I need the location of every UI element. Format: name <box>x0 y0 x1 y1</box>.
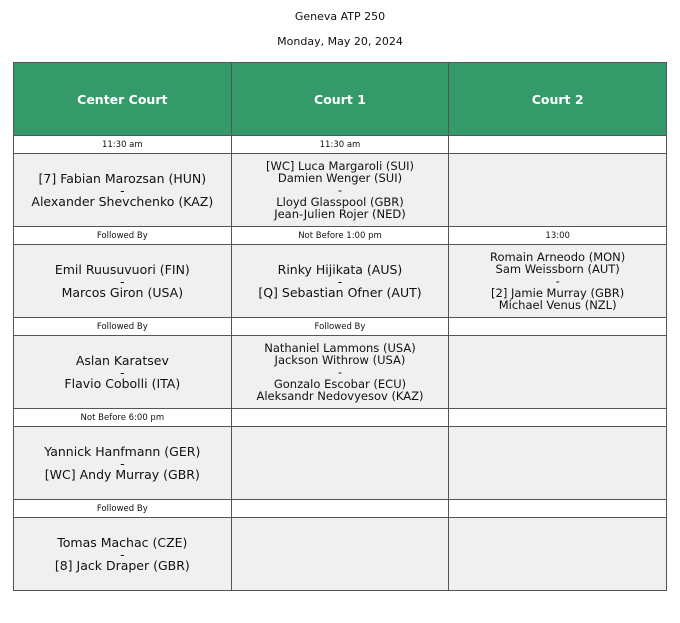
empty-match-cell <box>231 427 449 500</box>
time-row <box>14 409 667 427</box>
team1-player: Jackson Withrow (USA) <box>274 352 406 367</box>
singles-match-cell <box>14 245 232 318</box>
match-row <box>14 245 667 318</box>
team2-player: [2] Jamie Murray (GBR) <box>491 286 625 300</box>
court-header-court-1: Court 1 <box>231 63 449 136</box>
start-time-cell: 11:30 am <box>231 136 449 154</box>
team1-player: Sam Weissborn (AUT) <box>495 261 620 276</box>
doubles-match-cell <box>231 336 449 409</box>
singles-match-cell <box>14 518 232 591</box>
start-time-cell <box>231 409 449 427</box>
match-row <box>14 518 667 591</box>
team1-player: Romain Arneodo (MON) <box>490 249 626 264</box>
player-two: [Q] Sebastian Ofner (AUT) <box>258 284 422 300</box>
singles-match-cell <box>14 154 232 227</box>
start-time-cell: 11:30 am <box>14 136 232 154</box>
court-header-center-court: Center Court <box>14 63 232 136</box>
team2-player: Aleksandr Nedovyesov (KAZ) <box>256 389 424 404</box>
empty-match-cell <box>231 518 449 591</box>
versus-separator: - <box>120 455 125 471</box>
court-header-court-2: Court 2 <box>449 63 667 136</box>
empty-match-cell <box>449 336 667 409</box>
start-time-cell: Followed By <box>14 318 232 336</box>
start-time-cell <box>231 500 449 518</box>
start-time-cell <box>449 318 667 336</box>
player-two: Alexander Shevchenko (KAZ) <box>31 193 214 209</box>
player-two: Marcos Giron (USA) <box>61 284 184 300</box>
tournament-title: Geneva ATP 250 <box>294 10 386 23</box>
team2-player: Jean-Julien Rojer (NED) <box>274 207 406 222</box>
time-row <box>14 500 667 518</box>
player-one: Aslan Karatsev <box>75 353 169 368</box>
versus-separator: - <box>337 183 343 197</box>
start-time-cell: Not Before 6:00 pm <box>14 409 232 427</box>
start-time-cell: Followed By <box>231 318 449 336</box>
schedule-date: Monday, May 20, 2024 <box>277 35 403 48</box>
player-one: Emil Ruusuvuori (FIN) <box>54 262 190 277</box>
versus-separator: - <box>120 546 125 562</box>
player-one: Tomas Machac (CZE) <box>57 535 188 550</box>
start-time-cell: Followed By <box>14 227 232 245</box>
empty-match-cell <box>449 518 667 591</box>
versus-separator: - <box>555 274 560 288</box>
player-one: [7] Fabian Marozsan (HUN) <box>38 171 207 186</box>
team2-player: Lloyd Glasspool (GBR) <box>276 195 404 209</box>
doubles-match-cell <box>449 245 667 318</box>
start-time-cell: Not Before 1:00 pm <box>231 227 449 245</box>
start-time-cell: 13:00 <box>449 227 667 245</box>
versus-separator: - <box>120 273 125 289</box>
doubles-match-cell <box>231 154 449 227</box>
time-row <box>14 227 667 245</box>
singles-match-cell <box>14 336 232 409</box>
match-row <box>14 336 667 409</box>
empty-match-cell <box>449 154 667 227</box>
team1-player: Damien Wenger (SUI) <box>277 170 403 185</box>
versus-separator: - <box>337 273 343 289</box>
team1-player: [WC] Luca Margaroli (SUI) <box>265 158 414 173</box>
start-time-cell: Followed By <box>14 500 232 518</box>
player-two: [8] Jack Draper (GBR) <box>54 557 190 573</box>
player-one: Yannick Hanfmann (GER) <box>44 444 201 459</box>
match-row <box>14 154 667 227</box>
versus-separator: - <box>120 364 125 380</box>
singles-match-cell <box>231 245 449 318</box>
time-row <box>14 136 667 154</box>
start-time-cell <box>449 409 667 427</box>
order-of-play-table <box>13 62 667 591</box>
team2-player: Michael Venus (NZL) <box>498 298 617 313</box>
start-time-cell <box>449 136 667 154</box>
team1-player: Nathaniel Lammons (USA) <box>264 340 416 355</box>
match-row <box>14 427 667 500</box>
versus-separator: - <box>337 365 343 379</box>
player-two: Flavio Cobolli (ITA) <box>64 375 181 391</box>
player-one: Rinky Hijikata (AUS) <box>277 262 403 277</box>
team2-player: Gonzalo Escobar (ECU) <box>273 377 407 391</box>
start-time-cell <box>449 500 667 518</box>
singles-match-cell <box>14 427 232 500</box>
empty-match-cell <box>449 427 667 500</box>
versus-separator: - <box>120 182 125 198</box>
time-row <box>14 318 667 336</box>
court-header-row <box>14 63 667 136</box>
player-two: [WC] Andy Murray (GBR) <box>44 466 200 482</box>
